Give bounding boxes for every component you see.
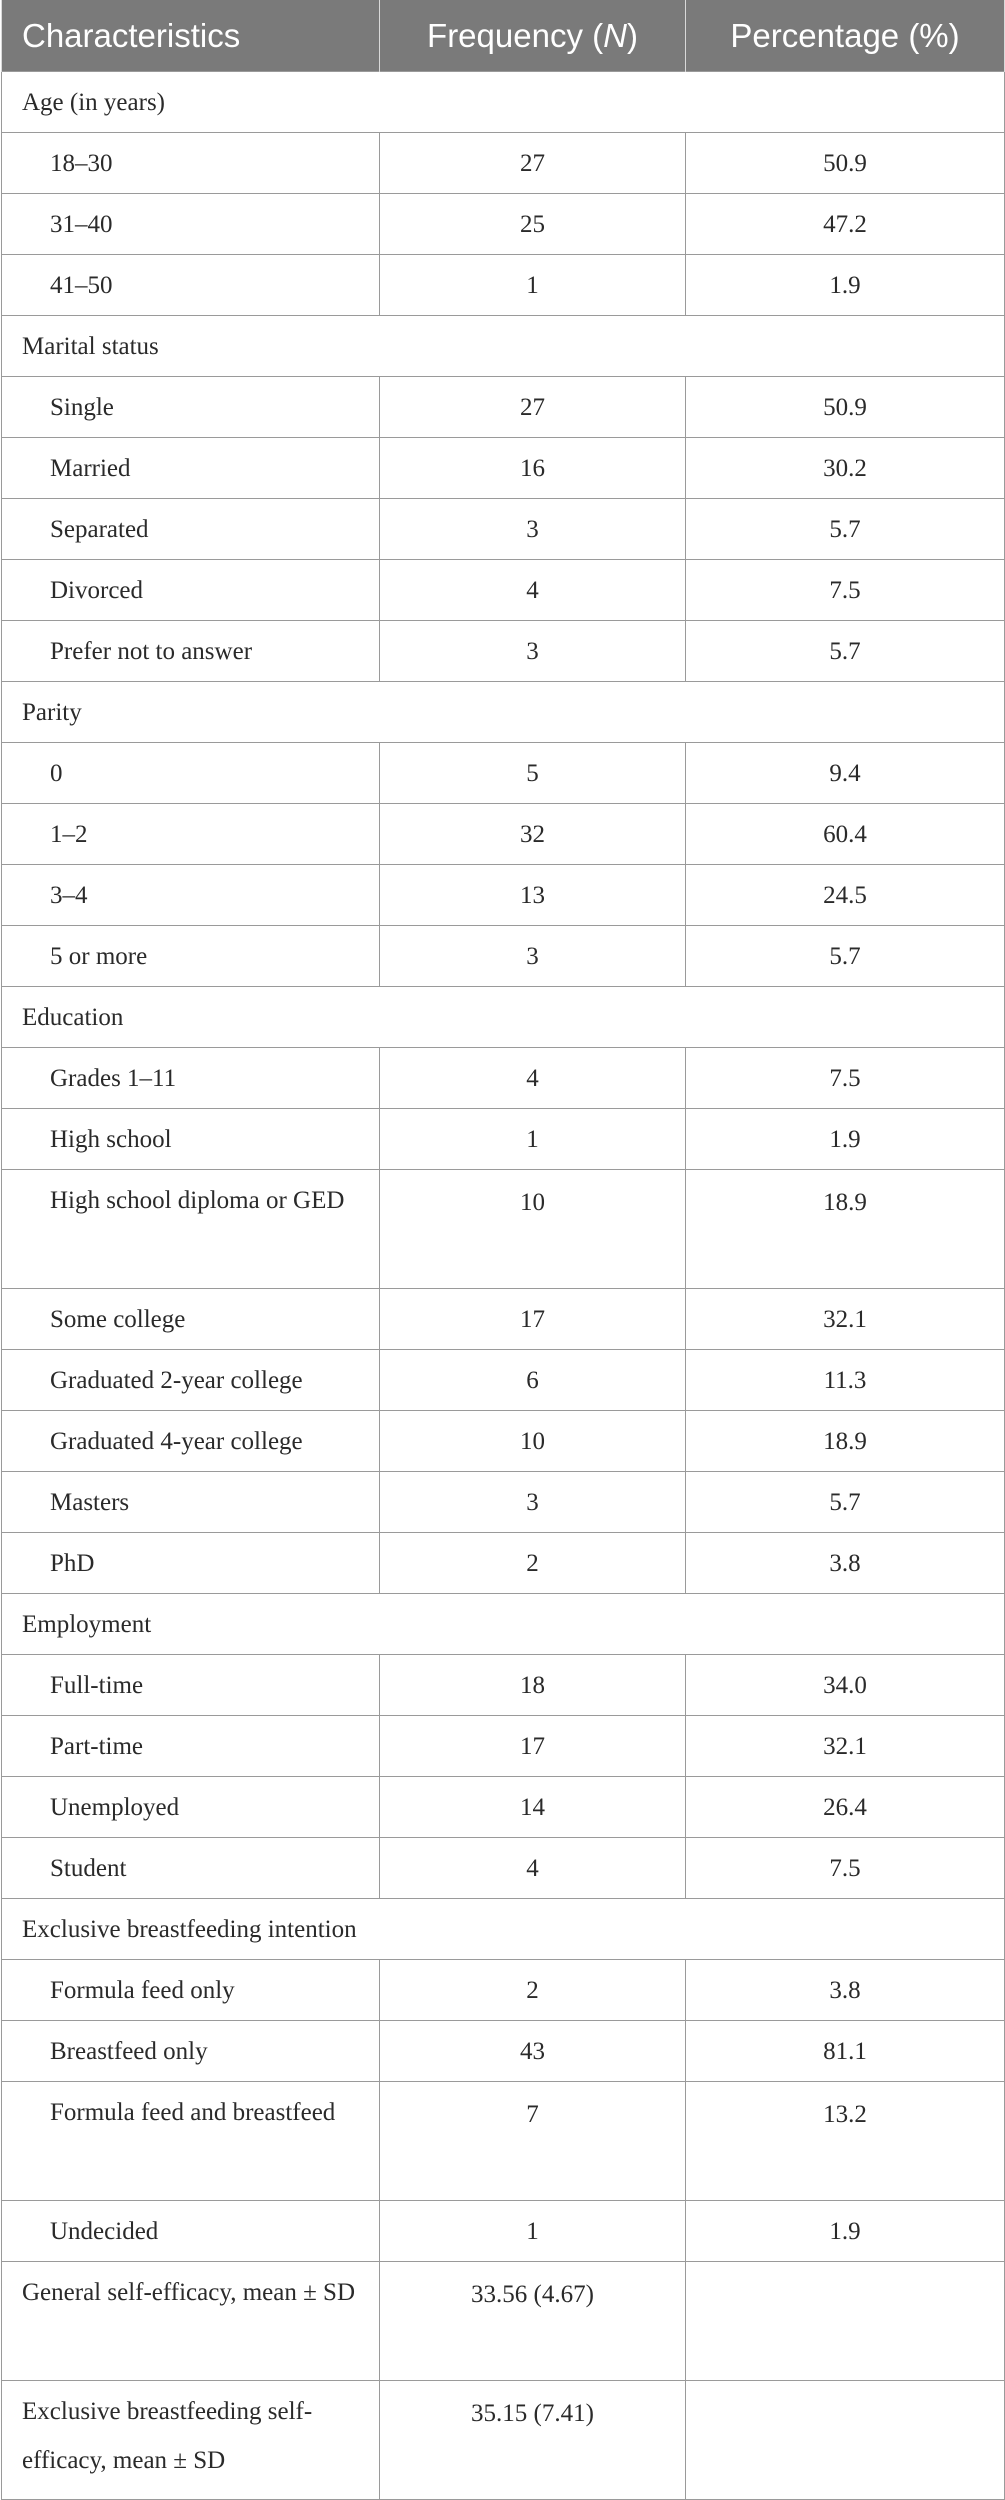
row-label: 3–4 bbox=[2, 865, 380, 926]
row-frequency: 25 bbox=[380, 194, 686, 255]
table-row bbox=[2, 1960, 1005, 2021]
summary-value: 33.56 (4.67) bbox=[380, 2262, 686, 2381]
row-label: Divorced bbox=[2, 560, 380, 621]
row-label: Grades 1–11 bbox=[2, 1048, 380, 1109]
row-frequency: 14 bbox=[380, 1777, 686, 1838]
table-row bbox=[2, 438, 1005, 499]
row-percentage: 1.9 bbox=[686, 1109, 1005, 1170]
table-row bbox=[2, 1109, 1005, 1170]
summary-value: 35.15 (7.41) bbox=[380, 2381, 686, 2500]
row-label: Student bbox=[2, 1838, 380, 1899]
table-row bbox=[2, 743, 1005, 804]
table-row bbox=[2, 865, 1005, 926]
row-frequency: 4 bbox=[380, 1838, 686, 1899]
row-label: Formula feed and breastfeed bbox=[2, 2082, 380, 2201]
row-label: Married bbox=[2, 438, 380, 499]
row-label: Graduated 2-year college bbox=[2, 1350, 380, 1411]
summary-empty-cell bbox=[686, 2381, 1005, 2500]
row-frequency: 3 bbox=[380, 1472, 686, 1533]
row-percentage: 3.8 bbox=[686, 1533, 1005, 1594]
table-row bbox=[2, 499, 1005, 560]
row-frequency: 3 bbox=[380, 499, 686, 560]
table-row bbox=[2, 2201, 1005, 2262]
row-frequency: 32 bbox=[380, 804, 686, 865]
row-label: Undecided bbox=[2, 2201, 380, 2262]
row-frequency: 5 bbox=[380, 743, 686, 804]
row-label: 31–40 bbox=[2, 194, 380, 255]
table-row bbox=[2, 1411, 1005, 1472]
table-row bbox=[2, 1289, 1005, 1350]
row-label: PhD bbox=[2, 1533, 380, 1594]
row-percentage: 7.5 bbox=[686, 1048, 1005, 1109]
table-row bbox=[2, 1838, 1005, 1899]
row-frequency: 10 bbox=[380, 1170, 686, 1289]
table-row bbox=[2, 804, 1005, 865]
table-row bbox=[2, 2021, 1005, 2082]
header-percentage: Percentage (%) bbox=[686, 0, 1005, 72]
section-title: Exclusive breastfeeding intention bbox=[2, 1899, 1005, 1960]
row-percentage: 30.2 bbox=[686, 438, 1005, 499]
row-percentage: 32.1 bbox=[686, 1716, 1005, 1777]
row-percentage: 9.4 bbox=[686, 743, 1005, 804]
row-label: Part-time bbox=[2, 1716, 380, 1777]
row-percentage: 5.7 bbox=[686, 499, 1005, 560]
row-label: Prefer not to answer bbox=[2, 621, 380, 682]
table-row bbox=[2, 560, 1005, 621]
row-label: 0 bbox=[2, 743, 380, 804]
row-percentage: 1.9 bbox=[686, 2201, 1005, 2262]
row-label: 41–50 bbox=[2, 255, 380, 316]
row-label: High school diploma or GED bbox=[2, 1170, 380, 1289]
row-percentage: 47.2 bbox=[686, 194, 1005, 255]
row-label: Breastfeed only bbox=[2, 2021, 380, 2082]
row-frequency: 2 bbox=[380, 1533, 686, 1594]
row-frequency: 7 bbox=[380, 2082, 686, 2201]
row-percentage: 26.4 bbox=[686, 1777, 1005, 1838]
row-frequency: 2 bbox=[380, 1960, 686, 2021]
row-frequency: 16 bbox=[380, 438, 686, 499]
section-row bbox=[2, 1899, 1005, 1960]
row-frequency: 18 bbox=[380, 1655, 686, 1716]
row-frequency: 17 bbox=[380, 1716, 686, 1777]
row-label: 5 or more bbox=[2, 926, 380, 987]
table-row bbox=[2, 1350, 1005, 1411]
section-title: Education bbox=[2, 987, 1005, 1048]
table-row bbox=[2, 377, 1005, 438]
row-frequency: 3 bbox=[380, 621, 686, 682]
row-percentage: 34.0 bbox=[686, 1655, 1005, 1716]
table-row bbox=[2, 1472, 1005, 1533]
header-characteristics: Characteristics bbox=[2, 0, 380, 72]
row-percentage: 5.7 bbox=[686, 1472, 1005, 1533]
row-frequency: 13 bbox=[380, 865, 686, 926]
table-row bbox=[2, 2082, 1005, 2201]
row-label: Some college bbox=[2, 1289, 380, 1350]
row-percentage: 3.8 bbox=[686, 1960, 1005, 2021]
table-row bbox=[2, 1716, 1005, 1777]
row-percentage: 11.3 bbox=[686, 1350, 1005, 1411]
row-label: 1–2 bbox=[2, 804, 380, 865]
section-title: Age (in years) bbox=[2, 72, 1005, 133]
table-row bbox=[2, 1533, 1005, 1594]
table-row bbox=[2, 133, 1005, 194]
section-row bbox=[2, 316, 1005, 377]
row-percentage: 1.9 bbox=[686, 255, 1005, 316]
table-body bbox=[2, 72, 1005, 2500]
row-label: Masters bbox=[2, 1472, 380, 1533]
table-row bbox=[2, 1777, 1005, 1838]
row-frequency: 4 bbox=[380, 1048, 686, 1109]
row-percentage: 18.9 bbox=[686, 1411, 1005, 1472]
table-row bbox=[2, 1655, 1005, 1716]
row-label: Formula feed only bbox=[2, 1960, 380, 2021]
row-percentage: 7.5 bbox=[686, 560, 1005, 621]
header-frequency: Frequency (N) bbox=[380, 0, 686, 72]
row-percentage: 5.7 bbox=[686, 926, 1005, 987]
table-row bbox=[2, 1170, 1005, 1289]
row-frequency: 27 bbox=[380, 133, 686, 194]
summary-row bbox=[2, 2381, 1005, 2500]
section-title: Parity bbox=[2, 682, 1005, 743]
row-label: Unemployed bbox=[2, 1777, 380, 1838]
section-row bbox=[2, 987, 1005, 1048]
row-frequency: 6 bbox=[380, 1350, 686, 1411]
table-row bbox=[2, 1048, 1005, 1109]
row-frequency: 43 bbox=[380, 2021, 686, 2082]
row-label: High school bbox=[2, 1109, 380, 1170]
row-percentage: 32.1 bbox=[686, 1289, 1005, 1350]
row-frequency: 10 bbox=[380, 1411, 686, 1472]
section-title: Marital status bbox=[2, 316, 1005, 377]
row-percentage: 18.9 bbox=[686, 1170, 1005, 1289]
row-frequency: 27 bbox=[380, 377, 686, 438]
section-row bbox=[2, 682, 1005, 743]
row-percentage: 50.9 bbox=[686, 133, 1005, 194]
row-label: Graduated 4-year college bbox=[2, 1411, 380, 1472]
row-percentage: 50.9 bbox=[686, 377, 1005, 438]
summary-empty-cell bbox=[686, 2262, 1005, 2381]
row-label: Full-time bbox=[2, 1655, 380, 1716]
demographics-table bbox=[1, 0, 1005, 2500]
table-row bbox=[2, 926, 1005, 987]
row-frequency: 1 bbox=[380, 2201, 686, 2262]
row-frequency: 4 bbox=[380, 560, 686, 621]
section-title: Employment bbox=[2, 1594, 1005, 1655]
table-header bbox=[2, 0, 1005, 72]
section-row bbox=[2, 72, 1005, 133]
row-percentage: 81.1 bbox=[686, 2021, 1005, 2082]
row-percentage: 60.4 bbox=[686, 804, 1005, 865]
table-row bbox=[2, 194, 1005, 255]
row-label: Single bbox=[2, 377, 380, 438]
row-percentage: 13.2 bbox=[686, 2082, 1005, 2201]
summary-row bbox=[2, 2262, 1005, 2381]
row-percentage: 5.7 bbox=[686, 621, 1005, 682]
row-frequency: 17 bbox=[380, 1289, 686, 1350]
table-row bbox=[2, 255, 1005, 316]
row-frequency: 1 bbox=[380, 255, 686, 316]
row-frequency: 1 bbox=[380, 1109, 686, 1170]
section-row bbox=[2, 1594, 1005, 1655]
row-percentage: 7.5 bbox=[686, 1838, 1005, 1899]
row-label: Separated bbox=[2, 499, 380, 560]
row-percentage: 24.5 bbox=[686, 865, 1005, 926]
table-row bbox=[2, 621, 1005, 682]
summary-label: Exclusive breastfeeding self-efficacy, mean ± SD bbox=[2, 2381, 380, 2500]
summary-label: General self-efficacy, mean ± SD bbox=[2, 2262, 380, 2381]
row-label: 18–30 bbox=[2, 133, 380, 194]
row-frequency: 3 bbox=[380, 926, 686, 987]
